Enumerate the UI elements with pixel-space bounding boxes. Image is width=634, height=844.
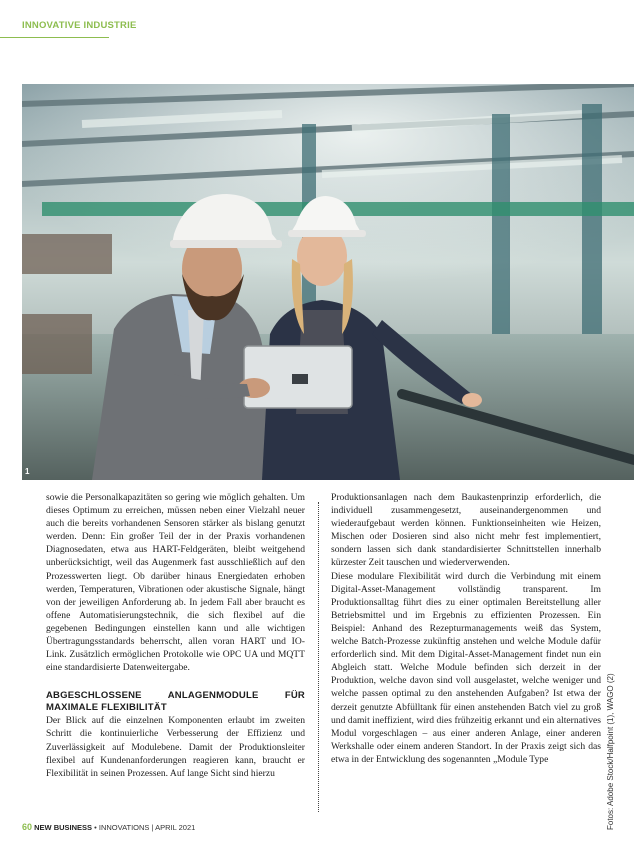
page-number: 60 [22,822,33,832]
right-paragraph-2: Diese modulare Flexibilität wird durch die Verbindung mit einem Digital-Asset-Management vollständig transparent. Im Produktionsalltag führt dies zu einer optimalen Bereitstellung aller Betriebsmittel und im Ergebnis zu effizienten Prozessen. Ein Beispiel: Anhand des Rezepturmanagements weiß das System, welche Batch-Prozesse zukünftig anstehen und welche Module dafür erforderlich sind. Mit dem Digital-Asset-Management findet nun ein Abgleich statt. Welche Module befinden sich derzeit in der Produktion, welche davon sind voll ausgelastet, welche weniger und welche passen optimal zu den anstehenden Aufgaben? Ist etwa der derzeit genutzte Abfülltank für einen anstehenden Batch viel zu groß und damit ineffizient, wird dies frühzeitig erkannt und ein alternatives Modul vorgeschlagen – aus einer anderen Anlage, einer anderen Werkshalle oder einem anderen Standort. In der Praxis zeigt sich das etwa in der Entwicklung des sogenannten „Module Type [331,570,601,765]
left-paragraph-1: sowie die Personalkapazitäten so gering wie möglich gehalten. Um dieses Optimum zu erreichen, müssen neben einer Vielzahl neuer auch die bereits vorhandenen Sensoren stärker als bislang genutzt werden. Denn: Ein großer Teil der in der Praxis vorhandenen Diagnosedaten, etwa aus HART-Feldgeräten, bleibt weitgehend unberücksichtigt, weil das Augenmerk fast ausschließlich auf den Prozesswerten liegt. Ob darüber hinaus Energiedaten erhoben werden, Temperaturen, Vibrationen oder akustische Signale, hängt von der jeweiligen Anforderung ab. In jedem Fall aber braucht es offene Automatisierungstechnik, die sich flexibel auf die gegebenen Bedingungen einstellen kann und alle wichtigen Übertragungsstandards beherrscht, allen voran HART und IO-Link. Zusätzlich ermöglichen Protokolle wie OPC UA und MQTT eine standardisierte Datenweitergabe. [46,492,305,674]
page-footer [22,822,195,832]
photo-credit: Fotos: Adobe Stock/Halfpoint (1), WAGO (2) [606,673,615,830]
section-tag-label: INNOVATIVE INDUSTRIE [22,20,137,31]
right-paragraph-1: Produktionsanlagen nach dem Baukastenprinzip erforderlich, die individuell zusammengesetzt, auseinandergenommen und wiederaufgebaut werden können. Funktionseinheiten wie Heizen, Mischen oder Dosieren sind also nicht mehr fest implementiert, sondern lassen sich dank standardisierter Schnittstellen innerhalb kürzester Zeit tauschen und wiederverwenden. [331,492,601,569]
footer-section: INNOVATIONS [98,823,150,832]
right-column [331,491,601,766]
left-column [46,491,305,780]
footer-separator: | [151,823,154,832]
subheading: ABGESCHLOSSENE ANLAGENMODULE FÜR MAXIMALE FLEXIBILITÄT [46,690,305,714]
photo-number: 1 [25,467,30,476]
article-photo [22,84,634,480]
magazine-name: NEW BUSINESS [34,823,93,832]
photo-illustration [22,84,634,480]
section-tag-rule [0,37,109,38]
footer-issue: APRIL 2021 [155,823,196,832]
column-divider [318,502,319,812]
section-tag [0,14,137,38]
footer-bullet: • [94,823,97,832]
left-paragraph-2: Der Blick auf die einzelnen Komponenten erlaubt im zweiten Schritt die kontinuierliche Verbesserung der Effizienz und Zuverlässigkeit auf Modulebene. Damit der Produktionsleiter flexibel auf Kundenanforderungen reagieren kann, braucht er Flexibilität in seinen Prozessen. Auf lange Sicht sind hierzu [46,715,305,779]
